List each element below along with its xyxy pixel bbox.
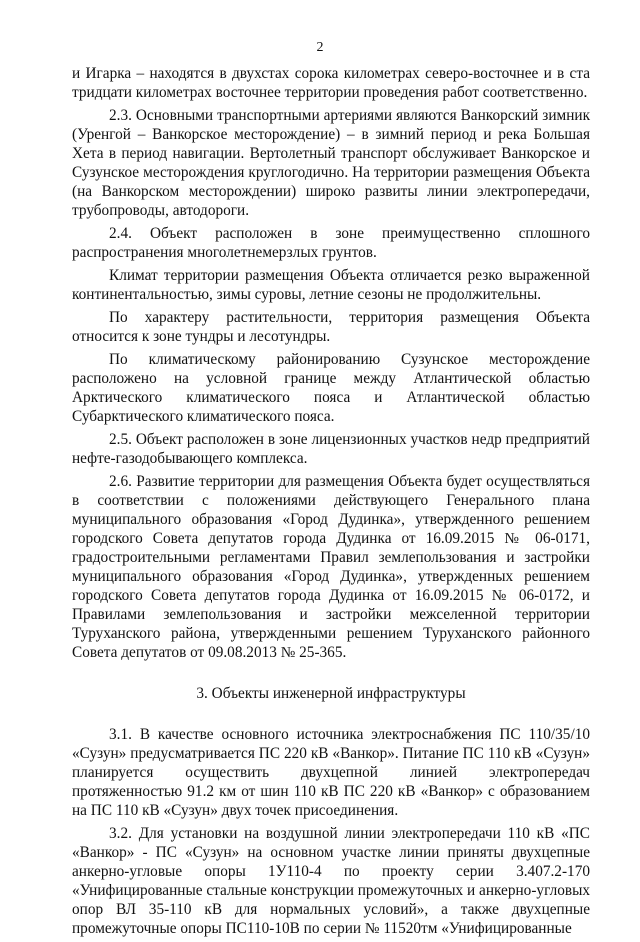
paragraph: 2.5. Объект расположен в зоне лицензионных участков недр предприятий нефте-газодобывающего комплекса. <box>72 431 590 467</box>
paragraph: и Игарка – находятся в двухстах сорока километрах северо-восточнее и в ста тридцати километрах восточнее территории проведения работ соответственно. <box>72 65 590 101</box>
paragraph: 2.4. Объект расположен в зоне преимущественно сплошного распространения многолетнемерзлых грунтов. <box>72 225 590 261</box>
paragraph: 2.3. Основными транспортными артериями являются Ванкорский зимник (Уренгой – Ванкорское месторождение) – в зимний период и река Большая Хета в период навигации. Вертолетный транспорт обслуживает Ванкорское и Сузунское месторождения круглогодично. На территории размещения Объекта (на Ванкорском месторождении) широко развиты линии электропередачи, трубопроводы, автодороги. <box>72 107 590 219</box>
page-number: 2 <box>316 40 324 55</box>
paragraph: Климат территории размещения Объекта отличается резко выраженной континентальностью, зимы суровы, летние сезоны не продолжительны. <box>72 267 590 303</box>
paragraph: 3.2. Для установки на воздушной линии электропередачи 110 кВ «ПС «Ванкор» - ПС «Сузун» на основном участке линии приняты двухцепные анкерно-угловые опоры 1У110-4 по проекту серии 3.407.2-170 «Унифицированные стальные конструкции промежуточных и анкерно-угловых опор ВЛ 35-110 кВ для нормальных условий», а также двухцепные промежуточные опоры ПС110-10В по серии № 11520тм «Унифицированные <box>72 825 590 937</box>
section-2-text <box>72 64 590 662</box>
section-heading: 3. Объекты инженерной инфраструктуры <box>196 685 466 702</box>
paragraph: 2.6. Развитие территории для размещения Объекта будет осуществляться в соответствии с положениями действующего Генерального плана муниципального образования «Город Дудинка», утвержденного решением городского Совета депутатов города Дудинка от 16.09.2015 № 06-0171, градостроительными регламентами Правил землепользования и застройки муниципального образования «Город Дудинка», утвержденных решением городского Совета депутатов города Дудинка от 16.09.2015 № 06-0172, и Правилами землепользования и застройки межселенной территории Туруханского района, утвержденными решением Туруханского районного Совета депутатов от 09.08.2013 № 25-365. <box>72 473 590 661</box>
document-body <box>72 64 590 942</box>
section-3-text <box>72 725 590 938</box>
paragraph: По климатическому районированию Сузунское месторождение расположено на условной границе между Атлантической областью Арктического климатического пояса и Атлантической областью Субарктического климатического пояса. <box>72 351 590 425</box>
paragraph: По характеру растительности, территория размещения Объекта относится к зоне тундры и лесотундры. <box>72 309 590 345</box>
paragraph: 3.1. В качестве основного источника электроснабжения ПС 110/35/10 «Сузун» предусматривается ПС 220 кВ «Ванкор». Питание ПС 110 кВ «Сузун» планируется осуществить двухцепной линией электропередач протяженностью 91.2 км от шин 110 кВ ПС 220 кВ «Ванкор» с образованием на ПС 110 кВ «Сузун» двух точек присоединения. <box>72 726 590 819</box>
